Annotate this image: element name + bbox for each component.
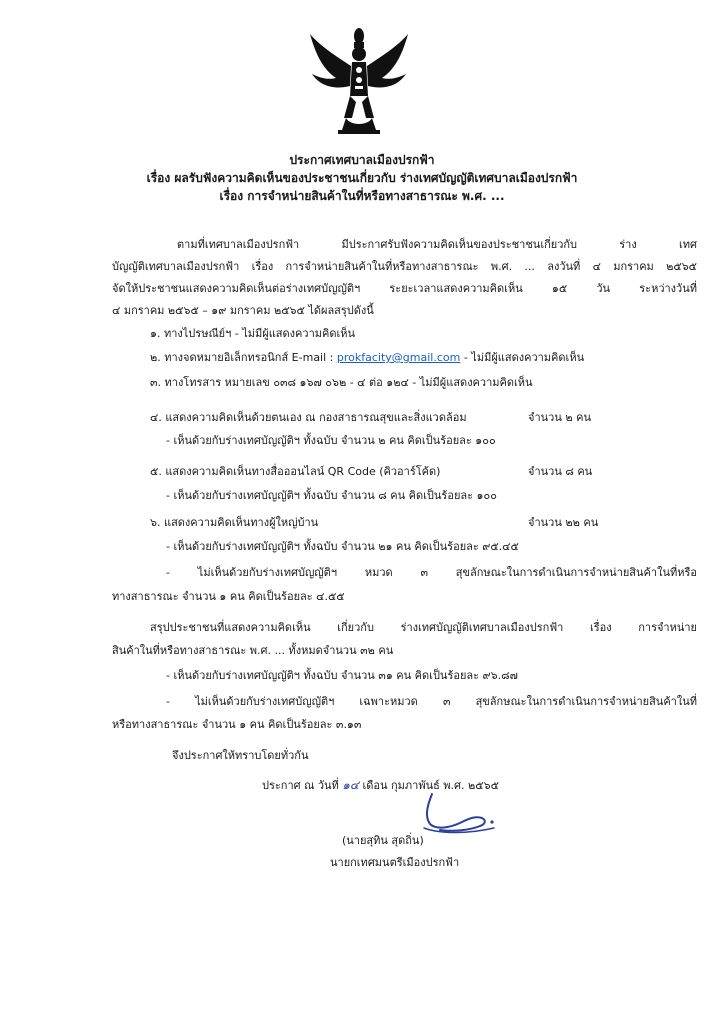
item-postal: ๑. ทางไปรษณีย์ฯ - ไม่มีผู้แสดงความคิดเห็น [150, 327, 356, 340]
garuda-emblem-icon [306, 26, 412, 136]
item-email-label: ๒. ทางจดหมายอิเล็กทรอนิกส์ E-mail : [150, 351, 337, 364]
signer-name: (นายสุทิน สุดถิ่น) [342, 834, 424, 847]
summary-disagree-1: - ไม่เห็นด้วยกับร่างเทศบัญญัติฯ เฉพาะหมวด ๓ สุขลักษณะในการดำเนินการจำหน่ายสินค้าในที่ [166, 695, 697, 708]
summary-line-1: สรุปประชาชนที่แสดงความคิดเห็น เกี่ยวกับ ร่างเทศบัญญัติเทศบาลเมืองปรกฟ้า เรื่อง การจำหน่าย [150, 621, 697, 634]
announcement-title: ประกาศเทศบาลเมืองปรกฟ้า [289, 153, 435, 167]
summary-disagree-2: หรือทางสาธารณะ จำนวน ๑ คน คิดเป็นร้อยละ ๓.๑๓ [112, 718, 362, 731]
signature-icon [410, 788, 500, 836]
item-email-result: - ไม่มีผู้แสดงความคิดเห็น [460, 351, 585, 364]
item-online-detail: - เห็นด้วยกับร่างเทศบัญญัติฯ ทั้งฉบับ จำนวน ๘ คน คิดเป็นร้อยละ ๑๐๐ [166, 489, 497, 502]
item-village-head-disagree-2: ทางสาธารณะ จำนวน ๑ คน คิดเป็นร้อยละ ๔.๕๕ [112, 590, 345, 603]
announce-text: จึงประกาศให้ทราบโดยทั่วกัน [172, 749, 309, 762]
summary-line-2: สินค้าในที่หรือทางสาธารณะ พ.ศ. ... ทั้งหมดจำนวน ๓๒ คน [112, 644, 394, 657]
item-in-person: ๔. แสดงความคิดเห็นด้วยตนเอง ณ กองสาธารณสุขและสิ่งแวดล้อม [150, 411, 467, 424]
item-in-person-detail: - เห็นด้วยกับร่างเทศบัญญัติฯ ทั้งฉบับ จำนวน ๒ คน คิดเป็นร้อยละ ๑๐๐ [166, 434, 496, 447]
email-link[interactable]: prokfacity@gmail.com [336, 351, 461, 364]
date-suffix: เดือน กุมภาพันธ์ พ.ศ. ๒๕๖๕ [358, 779, 499, 792]
signer-title: นายกเทศมนตรีเมืองปรกฟ้า [330, 856, 460, 869]
item-online: ๕. แสดงความคิดเห็นทางสื่อออนไลน์ QR Code (คิวอาร์โค้ด) [150, 465, 441, 478]
item-online-count: จำนวน ๘ คน [528, 465, 593, 478]
intro-line-3: จัดให้ประชาชนแสดงความคิดเห็นต่อร่างเทศบัญญัติฯ ระยะเวลาแสดงความคิดเห็น ๑๕ วัน ระหว่างวันที่ [112, 282, 697, 295]
intro-line-2: บัญญัติเทศบาลเมืองปรกฟ้า เรื่อง การจำหน่ายสินค้าในที่หรือทางสาธารณะ พ.ศ. ... ลงวันที่ ๔ มกราคม ๒๕๖๕ [112, 260, 697, 273]
intro-line-1: ตามที่เทศบาลเมืองปรกฟ้า มีประกาศรับฟังความคิดเห็นของประชาชนเกี่ยวกับ ร่าง เทศ [177, 238, 697, 251]
item-village-head-agree: - เห็นด้วยกับร่างเทศบัญญัติฯ ทั้งฉบับ จำนวน ๒๑ คน คิดเป็นร้อยละ ๙๕.๔๕ [166, 540, 519, 553]
summary-agree: - เห็นด้วยกับร่างเทศบัญญัติฯ ทั้งฉบับ จำนวน ๓๑ คน คิดเป็นร้อยละ ๙๖.๘๗ [166, 669, 518, 682]
item-fax: ๓. ทางโทรสาร หมายเลข ๐๓๘ ๑๖๗ ๐๖๒ - ๔ ต่อ ๑๒๔ - ไม่มีผู้แสดงความคิดเห็น [150, 376, 533, 389]
subject-line-1: เรื่อง ผลรับฟังความคิดเห็นของประชาชนเกี่ยวกับ ร่างเทศบัญญัติเทศบาลเมืองปรกฟ้า [146, 171, 578, 185]
item-in-person-count: จำนวน ๒ คน [528, 411, 591, 424]
date-day-handwritten: ๑๔ [342, 778, 359, 792]
intro-line-4: ๔ มกราคม ๒๕๖๕ – ๑๙ มกราคม ๒๕๖๕ ได้ผลสรุปดังนี้ [112, 304, 374, 317]
item-village-head: ๖. แสดงความคิดเห็นทางผู้ใหญ่บ้าน [150, 516, 319, 529]
subject-line-2: เรื่อง การจำหน่ายสินค้าในที่หรือทางสาธารณะ พ.ศ. ... [219, 189, 505, 203]
item-village-head-count: จำนวน ๒๒ คน [528, 516, 599, 529]
date-prefix: ประกาศ ณ วันที่ [262, 779, 343, 792]
item-email [150, 350, 584, 365]
item-village-head-disagree-1: - ไม่เห็นด้วยกับร่างเทศบัญญัติฯ หมวด ๓ สุขลักษณะในการดำเนินการจำหน่ายสินค้าในที่หรือ [166, 566, 697, 579]
